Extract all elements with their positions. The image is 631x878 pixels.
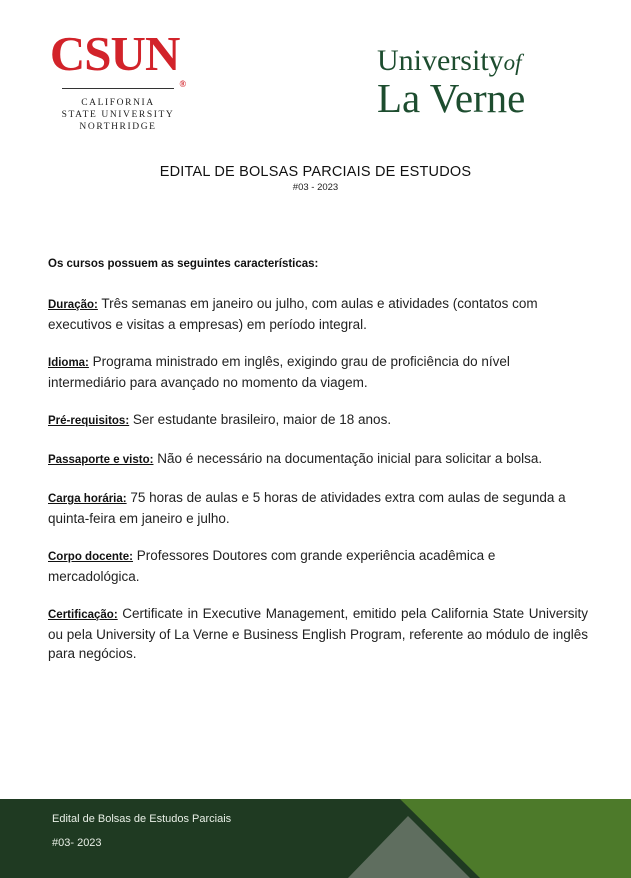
item-label: Passaporte e visto: xyxy=(48,454,154,466)
item-corpo-docente xyxy=(48,546,588,586)
document-title: EDITAL DE BOLSAS PARCIAIS DE ESTUDOS xyxy=(159,164,472,180)
item-text: Professores Doutores com grande experiência acadêmica e mercadológica. xyxy=(48,548,496,584)
item-text: Ser estudante brasileiro, maior de 18 anos. xyxy=(129,412,392,427)
csun-subtitle-line1: CALIFORNIA xyxy=(81,98,155,108)
laverne-logo xyxy=(377,44,526,121)
csun-logo xyxy=(44,26,192,133)
document-body xyxy=(48,258,588,681)
footer-number: #03- 2023 xyxy=(52,837,102,849)
item-label: Pré-requisitos: xyxy=(48,415,130,427)
item-text: Certificate in Executive Management, emitido pela California State University ou pela University of La Verne e Business English Program, referente ao módulo de inglês para negócios. xyxy=(48,606,588,661)
document-number: #03 - 2023 xyxy=(292,182,339,193)
csun-subtitle-line2: STATE UNIVERSITY xyxy=(61,110,175,120)
item-label: Idioma: xyxy=(48,357,89,369)
item-text: Programa ministrado em inglês, exigindo grau de proficiência do nível intermediário para avançado no momento da viagem. xyxy=(48,354,510,390)
item-duracao xyxy=(48,294,588,334)
csun-divider xyxy=(62,88,174,89)
footer-band xyxy=(0,799,631,878)
item-text: Três semanas em janeiro ou julho, com aulas e atividades (contatos com executivos e visitas a empresas) em período integral. xyxy=(48,296,538,332)
csun-subtitle-line3: NORTHRIDGE xyxy=(79,122,157,132)
item-certificacao xyxy=(48,604,588,663)
item-passaporte xyxy=(48,449,588,470)
item-label: Corpo docente: xyxy=(48,551,133,563)
item-label: Carga horária: xyxy=(48,493,127,505)
item-text: Não é necessário na documentação inicial para solicitar a bolsa. xyxy=(153,451,543,466)
item-pre-requisitos xyxy=(48,410,588,431)
item-carga-horaria xyxy=(48,488,588,528)
footer-title: Edital de Bolsas de Estudos Parciais xyxy=(52,813,232,825)
item-idioma xyxy=(48,352,588,392)
item-text: 75 horas de aulas e 5 horas de atividades extra com aulas de segunda a quinta-feira em janeiro e julho. xyxy=(48,490,566,526)
csun-wordmark: CSUN® xyxy=(49,26,187,89)
intro-text: Os cursos possuem as seguintes características: xyxy=(48,258,319,270)
item-label: Duração: xyxy=(48,299,98,311)
item-label: Certificação: xyxy=(48,609,118,621)
laverne-logo-line1: Universityof xyxy=(377,44,522,77)
laverne-logo-line2: La Verne xyxy=(377,75,526,121)
